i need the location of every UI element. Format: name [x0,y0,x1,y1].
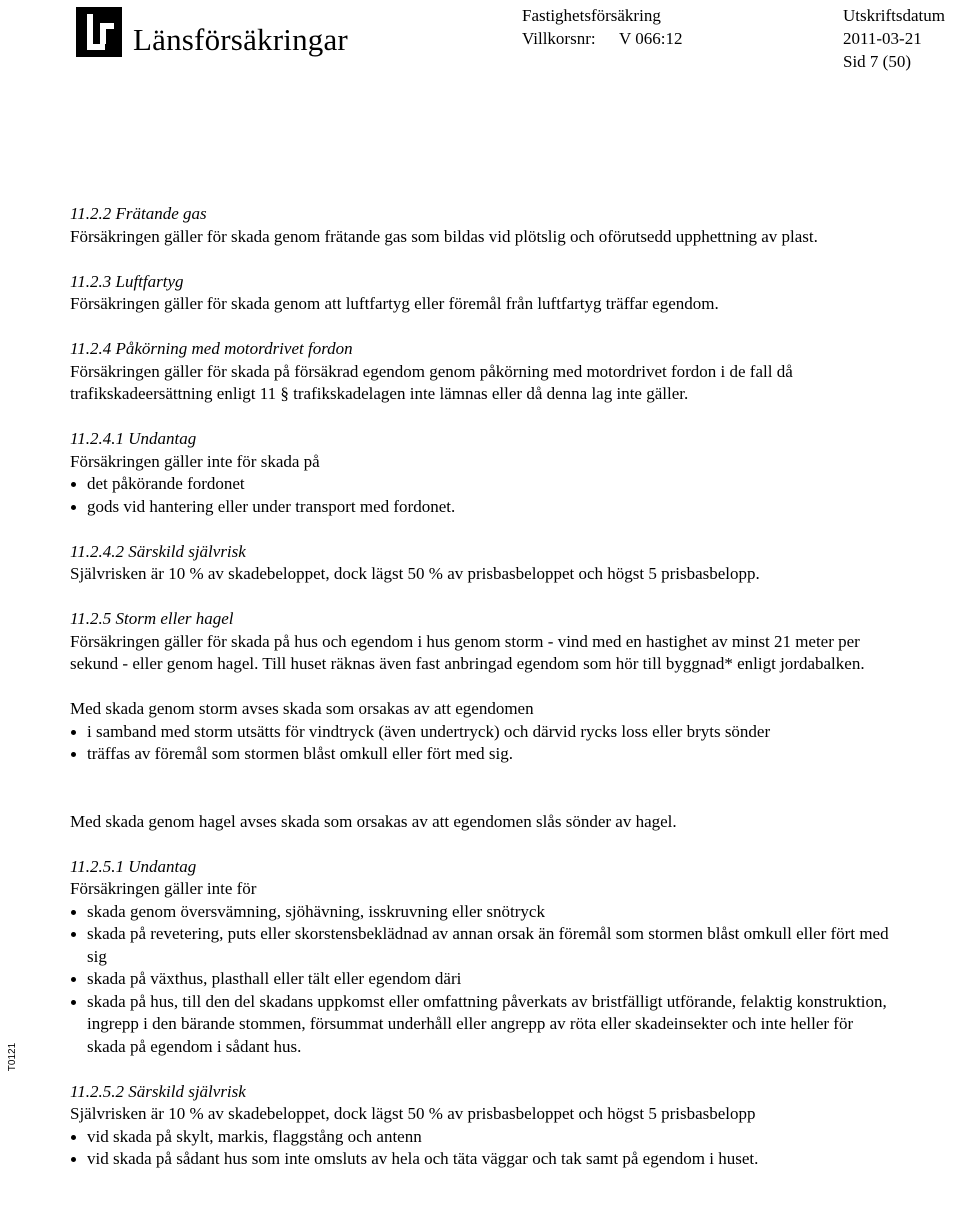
list-item: det påkörande fordonet [70,473,890,496]
product-name: Fastighetsförsäkring [522,6,661,25]
brand-name: Länsförsäkringar [133,22,348,57]
section-heading: 11.2.4.1 Undantag [70,429,197,448]
list-item: träffas av föremål som stormen blåst omkull eller fört med sig. [70,743,890,766]
section-text: Försäkringen gäller för skada på försäkrad egendom genom påkörning med motordrivet fordon i de fall då trafikskadeersättning enligt 11 § trafikskadelagen inte lämnas eller då denna lag inte gäller. [70,361,793,403]
section-heading: 11.2.3 Luftfartyg [70,271,184,291]
section-11-2-5-2 [70,1081,890,1171]
section-heading: 11.2.2 Frätande gas [70,204,207,223]
list-item: vid skada på skylt, markis, flaggstång och antenn [70,1126,890,1149]
list-item: gods vid hantering eller under transport med fordonet. [70,496,890,519]
list-item: skada genom översvämning, sjöhävning, isskruvning eller snötryck [70,901,890,924]
page-number: Sid 7 (50) [843,52,911,71]
section-11-2-4-2 [70,541,890,586]
section-heading: 11.2.5 Storm eller hagel [70,609,234,628]
section-11-2-5 [70,608,890,833]
deductible-list [70,1126,890,1171]
section-11-2-4 [70,338,890,406]
terms-number: V 066:12 [619,29,683,48]
storm-definition: Med skada genom storm avses skada som orsakas av att egendomen [70,699,534,718]
section-11-2-4-1 [70,428,890,518]
list-item: skada på revetering, puts eller skorstensbeklädnad av annan orsak än föremål som stormen blåst omkull eller fört med sig [70,923,890,968]
section-11-2-3 [70,271,890,316]
section-heading: 11.2.4.2 Särskild självrisk [70,541,246,561]
section-11-2-2 [70,203,890,248]
section-text: Självrisken är 10 % av skadebeloppet, dock lägst 50 % av prisbasbeloppet och högst 5 prisbasbelopp [70,1104,756,1123]
print-date-label: Utskriftsdatum [843,6,945,25]
hail-definition: Med skada genom hagel avses skada som orsakas av att egendomen slås sönder av hagel. [70,811,677,831]
section-heading: 11.2.5.1 Undantag [70,856,197,876]
list-item: skada på växthus, plasthall eller tält eller egendom däri [70,968,890,991]
exclusion-list [70,901,890,1059]
section-text: Försäkringen gäller för skada på hus och egendom i hus genom storm - vind med en hastighet av minst 21 meter per sekund - eller genom hagel. Till huset räknas även fast anbringad egendom som hör till byggnad* enligt jordabalken. [70,631,865,673]
print-date: 2011-03-21 [843,29,922,48]
section-heading: 11.2.5.2 Särskild självrisk [70,1081,246,1101]
section-text: Försäkringen gäller för skada genom frätande gas som bildas vid plötslig och oförutsedd upphettning av plast. [70,226,818,246]
company-logo-icon [76,7,122,57]
storm-list [70,721,890,766]
section-text: Försäkringen gäller för skada genom att luftfartyg eller föremål från luftfartyg träffar egendom. [70,294,719,313]
list-item: vid skada på sådant hus som inte omsluts av hela och täta väggar och tak samt på egendom i huset. [70,1148,890,1171]
list-item: skada på hus, till den del skadans uppkomst eller omfattning påverkats av bristfälligt utförande, felaktig konstruktion, ingrepp i den bärande stommen, försummat underhåll eller angrepp av röta eller skadeinsekter och inte heller för skada på egendom i sådant hus. [70,991,890,1059]
form-code: T0121 [7,1042,18,1072]
section-heading: 11.2.4 Påkörning med motordrivet fordon [70,339,353,358]
list-item: i samband med storm utsätts för vindtryck (även undertryck) och därvid rycks loss eller bryts sönder [70,721,890,744]
exclusion-list [70,473,890,518]
section-text: Självrisken är 10 % av skadebeloppet, dock lägst 50 % av prisbasbeloppet och högst 5 prisbasbelopp. [70,564,760,583]
terms-label: Villkorsnr: [522,29,596,48]
section-11-2-5-1 [70,856,890,1059]
document-body [70,203,890,1171]
section-intro: Försäkringen gäller inte för [70,879,257,898]
section-intro: Försäkringen gäller inte för skada på [70,451,320,471]
